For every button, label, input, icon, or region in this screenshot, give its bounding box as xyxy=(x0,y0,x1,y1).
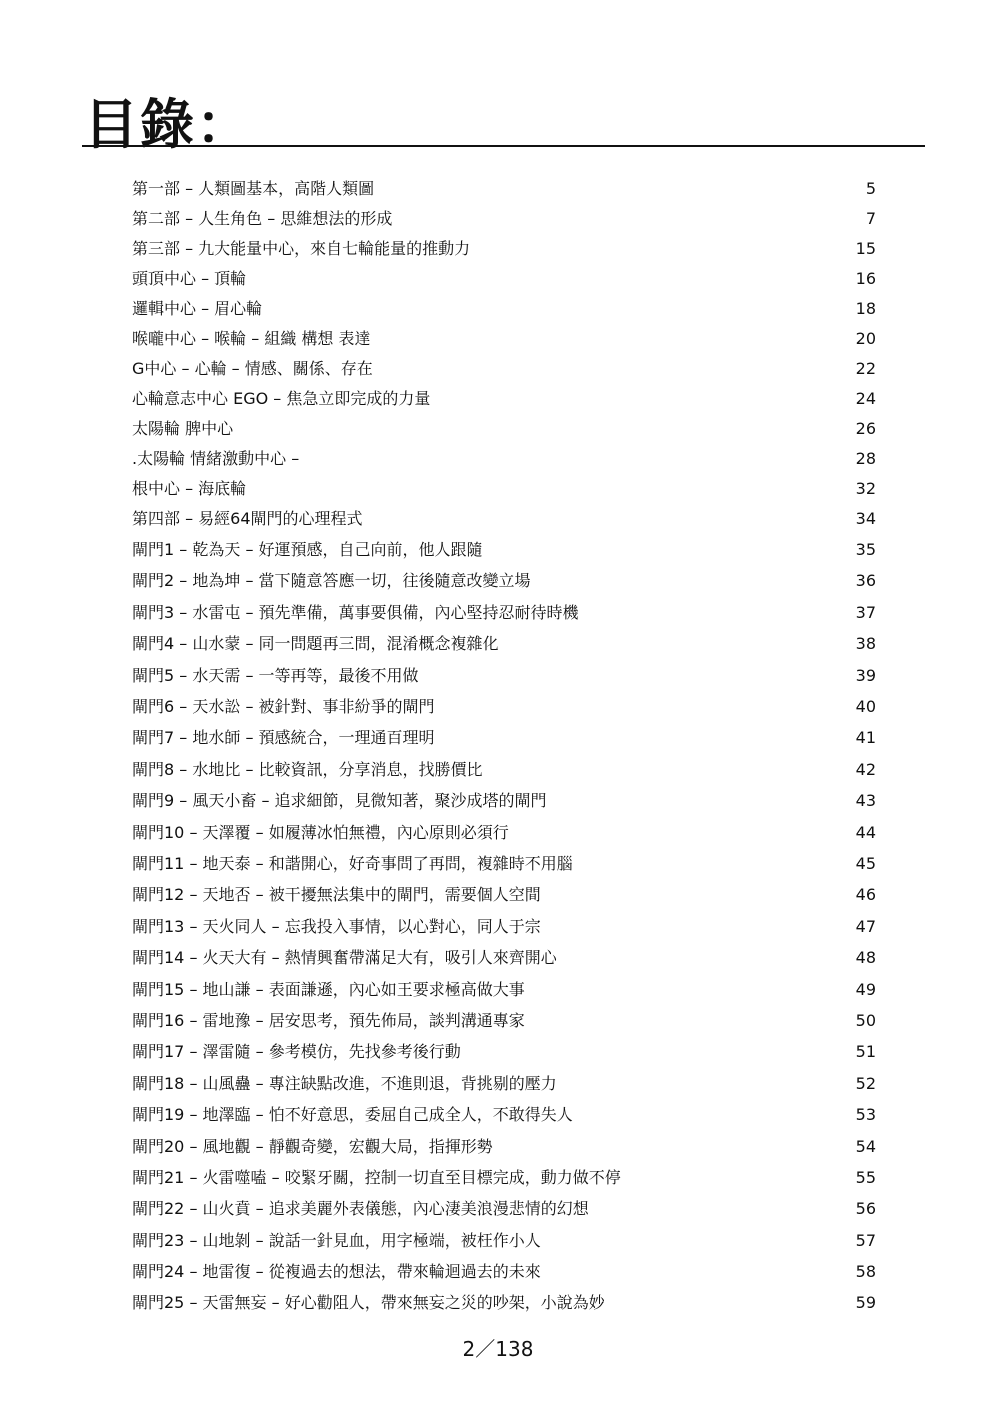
toc-entry[interactable] xyxy=(132,848,876,879)
toc-entry-page: 41 xyxy=(855,728,876,748)
toc-entry-page: 16 xyxy=(855,269,876,289)
toc-entry[interactable] xyxy=(132,234,876,264)
toc-entry[interactable] xyxy=(132,444,876,474)
toc-entry-title: 閘門8 – 水地比 – 比較資訊，分享消息，找勝價比 xyxy=(132,759,483,779)
toc-entry-page: 43 xyxy=(855,791,876,811)
toc-entry-page: 28 xyxy=(855,449,876,469)
toc-entry-page: 34 xyxy=(855,509,876,529)
toc-entry-page: 48 xyxy=(855,948,876,968)
toc-entry[interactable] xyxy=(132,474,876,504)
toc-entry-title: 第一部 – 人類圖基本，高階人類圖 xyxy=(132,179,375,199)
toc-entry-title: 心輪意志中心 EGO – 焦急立即完成的力量 xyxy=(132,389,431,409)
toc-entry[interactable] xyxy=(132,722,876,753)
toc-entry[interactable] xyxy=(132,565,876,596)
page-number-footer: 2／138 xyxy=(462,1337,534,1361)
toc-entry[interactable] xyxy=(132,1287,876,1318)
toc-entry[interactable] xyxy=(132,911,876,942)
toc-entry[interactable] xyxy=(132,1162,876,1193)
toc-entry-title: 喉嚨中心 – 喉輪 – 組織 構想 表達 xyxy=(132,329,371,349)
toc-entry-page: 26 xyxy=(855,419,876,439)
toc-entry-title: 根中心 – 海底輪 xyxy=(132,479,247,499)
toc-entry-page: 44 xyxy=(855,822,876,842)
toc-entry[interactable] xyxy=(132,879,876,910)
toc-entry-title: 閘門15 – 地山謙 – 表面謙遜，內心如王要求極高做大事 xyxy=(132,979,525,999)
toc-entry[interactable] xyxy=(132,1099,876,1130)
toc-entry-page: 50 xyxy=(855,1010,876,1030)
toc-entry-page: 32 xyxy=(855,479,876,499)
toc-entry-page: 51 xyxy=(855,1042,876,1062)
toc-entry-title: 第三部 – 九大能量中心，來自七輪能量的推動力 xyxy=(132,239,471,259)
toc-entry-title: 閘門4 – 山水蒙 – 同一問題再三問，混淆概念複雜化 xyxy=(132,634,499,654)
toc-entry-title: 閘門13 – 天火同人 – 忘我投入事情，以心對心，同人于宗 xyxy=(132,916,541,936)
table-of-contents xyxy=(132,174,876,1319)
toc-entry[interactable] xyxy=(132,204,876,234)
toc-entry-page: 45 xyxy=(855,854,876,873)
toc-entry-title: 閘門22 – 山火賁 – 追求美麗外表儀態，內心淒美浪漫悲情的幻想 xyxy=(132,1199,589,1219)
toc-entry-title: 第四部 – 易經64閘門的心理程式 xyxy=(132,509,363,529)
toc-entry-page: 22 xyxy=(855,359,876,379)
toc-entry-page: 18 xyxy=(855,299,876,319)
toc-entry-page: 55 xyxy=(855,1167,876,1187)
toc-entry[interactable] xyxy=(132,785,876,816)
toc-entry[interactable] xyxy=(132,1005,876,1036)
toc-entry[interactable] xyxy=(132,691,876,722)
toc-entry[interactable] xyxy=(132,534,876,565)
toc-entry[interactable] xyxy=(132,1130,876,1161)
toc-entry-page: 58 xyxy=(855,1262,876,1282)
toc-entry-page: 49 xyxy=(855,979,876,999)
toc-entry-page: 42 xyxy=(855,759,876,779)
toc-entry-title: 閘門3 – 水雷屯 – 預先準備，萬事要俱備，內心堅持忍耐待時機 xyxy=(132,602,579,622)
toc-entry[interactable] xyxy=(132,504,876,534)
toc-entry-title: 閘門19 – 地澤臨 – 怕不好意思，委屈自己成全人，不敢得失人 xyxy=(132,1105,573,1125)
toc-entry-page: 38 xyxy=(855,634,876,654)
toc-entry-title: 閘門10 – 天澤覆 – 如履薄冰怕無禮，內心原則必須行 xyxy=(132,822,509,842)
toc-entry-page: 46 xyxy=(855,885,876,905)
toc-entry-title: 閘門9 – 風天小畜 – 追求細節，見微知著，聚沙成塔的閘門 xyxy=(132,791,547,811)
title-divider xyxy=(82,145,925,147)
toc-entry-title: 閘門25 – 天雷無妄 – 好心勸阻人，帶來無妄之災的吵架，小說為妙 xyxy=(132,1293,605,1313)
toc-entry-page: 52 xyxy=(855,1073,876,1093)
toc-entry[interactable] xyxy=(132,660,876,691)
toc-entry-page: 5 xyxy=(865,179,876,199)
toc-entry-page: 36 xyxy=(855,571,876,591)
toc-entry-title: 閘門5 – 水天需 – 一等再等，最後不用做 xyxy=(132,665,419,685)
toc-entry-page: 56 xyxy=(855,1199,876,1219)
toc-entry-page: 35 xyxy=(855,540,876,560)
toc-entry[interactable] xyxy=(132,1068,876,1099)
toc-entry-title: 閘門20 – 風地觀 – 靜觀奇變，宏觀大局，指揮形勢 xyxy=(132,1136,493,1156)
toc-entry[interactable] xyxy=(132,628,876,659)
toc-entry[interactable] xyxy=(132,264,876,294)
toc-entry-title: G中心 – 心輪 – 情感、關係、存在 xyxy=(132,359,373,379)
toc-entry-page: 53 xyxy=(855,1105,876,1125)
toc-entry[interactable] xyxy=(132,1225,876,1256)
toc-entry-page: 37 xyxy=(855,602,876,622)
toc-entry-page: 20 xyxy=(855,329,876,349)
toc-entry-title: .太陽輪 情緒激動中心 – xyxy=(132,449,300,469)
toc-entry[interactable] xyxy=(132,294,876,324)
toc-entry-page: 7 xyxy=(865,209,876,229)
toc-entry-title: 頭頂中心 – 頂輪 xyxy=(132,269,247,289)
toc-entry-page: 54 xyxy=(855,1136,876,1156)
toc-entry-page: 15 xyxy=(855,239,876,259)
toc-entry[interactable] xyxy=(132,973,876,1004)
toc-entry-title: 閘門6 – 天水訟 – 被針對、事非紛爭的閘門 xyxy=(132,697,435,717)
toc-entry-title: 閘門2 – 地為坤 – 當下隨意答應一切，往後隨意改變立場 xyxy=(132,571,531,591)
toc-entry-page: 57 xyxy=(855,1230,876,1250)
toc-entry-page: 24 xyxy=(855,389,876,409)
toc-entry-title: 閘門11 – 地天泰 – 和諧開心，好奇事問了再問，複雜時不用腦 xyxy=(132,854,573,873)
toc-entry-page: 59 xyxy=(855,1293,876,1313)
toc-entry[interactable] xyxy=(132,1036,876,1067)
toc-entry-title: 閘門7 – 地水師 – 預感統合，一理通百理明 xyxy=(132,728,435,748)
toc-entry-title: 閘門12 – 天地否 – 被干擾無法集中的閘門，需要個人空間 xyxy=(132,885,541,905)
page-title: 目錄： xyxy=(84,93,252,157)
toc-entry[interactable] xyxy=(132,1193,876,1224)
toc-entry-page: 39 xyxy=(855,665,876,685)
toc-entry-page: 40 xyxy=(855,697,876,717)
toc-entry-title: 太陽輪 脾中心 xyxy=(132,419,234,439)
toc-entry-page: 47 xyxy=(855,916,876,936)
toc-entry-title: 閘門24 – 地雷復 – 從複過去的想法，帶來輪迴過去的未來 xyxy=(132,1262,541,1282)
toc-entry[interactable] xyxy=(132,324,876,354)
toc-entry[interactable] xyxy=(132,597,876,628)
toc-entry-title: 閘門1 – 乾為天 – 好運預感，自己向前，他人跟隨 xyxy=(132,540,483,560)
toc-entry[interactable] xyxy=(132,414,876,444)
toc-entry[interactable] xyxy=(132,1256,876,1287)
toc-entry[interactable] xyxy=(132,174,876,204)
toc-entry-title: 第二部 – 人生角色 – 思維想法的形成 xyxy=(132,209,393,229)
toc-entry[interactable] xyxy=(132,817,876,848)
toc-entry-title: 閘門17 – 澤雷隨 – 參考模仿，先找參考後行動 xyxy=(132,1042,461,1062)
toc-entry[interactable] xyxy=(132,942,876,973)
toc-entry-title: 邏輯中心 – 眉心輪 xyxy=(132,299,263,319)
toc-entry-title: 閘門16 – 雷地豫 – 居安思考，預先佈局，談判溝通專家 xyxy=(132,1010,525,1030)
toc-entry-title: 閘門14 – 火天大有 – 熱情興奮帶滿足大有，吸引人來齊開心 xyxy=(132,948,557,968)
toc-entry-title: 閘門21 – 火雷噬嗑 – 咬緊牙關，控制一切直至目標完成，動力做不停 xyxy=(132,1167,621,1187)
toc-entry[interactable] xyxy=(132,754,876,785)
toc-entry[interactable] xyxy=(132,384,876,414)
toc-entry[interactable] xyxy=(132,354,876,384)
toc-entry-title: 閘門23 – 山地剝 – 說話一針見血，用字極端，被枉作小人 xyxy=(132,1230,541,1250)
toc-entry-title: 閘門18 – 山風蠱 – 專注缺點改進，不進則退，背挑剔的壓力 xyxy=(132,1073,557,1093)
